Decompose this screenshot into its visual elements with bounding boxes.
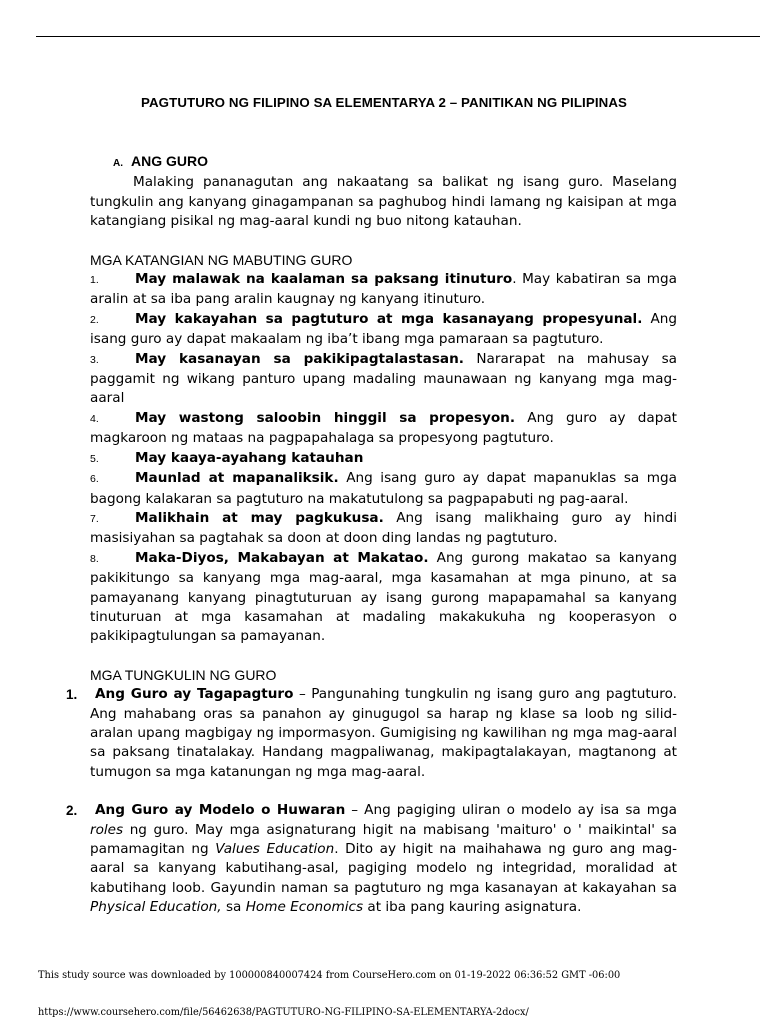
section-a-title: ANG GURO [131, 153, 208, 169]
document-body [66, 152, 677, 918]
quality-item-4: 4. May wastong saloobin hinggil sa propesyon. Ang guro ay dapat magkaroon ng mataas na pagpapahalaga sa propesyong pagtuturo. [90, 409, 677, 447]
document-title: PAGTUTURO NG FILIPINO SA ELEMENTARYA 2 – PANITIKAN NG PILIPINAS [140, 95, 627, 110]
quality-item-3: 3. May kasanayan sa pakikipagtalastasan. Nararapat na mahusay sa paggamit ng wikang panturo upang madaling maunawaan ng kanyang mga mag-aaral [90, 350, 677, 407]
section-a-paragraph: Malaking pananagutan ang nakaatang sa balikat ng isang guro. Maselang tungkulin ang kanyang ginagampanan sa paghubog hindi lamang ng kaisipan at mga katangiang pisikal ng mag-aaral kundi ng buo nitong katauhan. [90, 174, 677, 230]
quality-item-5: 5. May kaaya-ayahang katauhan [90, 449, 364, 466]
section-a-letter: A. [113, 158, 123, 169]
quality-item-6: 6. Maunlad at mapanaliksik. Ang isang guro ay dapat mapanuklas sa mga bagong kalakaran sa pagtuturo na makatutulong sa pagpapabuti ng pag-aaral. [90, 470, 677, 507]
quality-item-7: 7. Malikhain at may pagkukusa. Ang isang malikhaing guro ay hindi masisiyahan sa pagtahak sa doon at doon ding landas ng pagtuturo. [90, 509, 677, 547]
duty-item-1: 1. Ang Guro ay Tagapagturo – Pangunahing tungkulin ng isang guro ang pagtuturo. Ang mahabang oras sa panahon ay ginugugol sa harap ng klase sa loob ng silid-aralan upang magbigay ng impormasyon. Gumigising ng kawilihan ng mga mag-aaral sa paksang tinatalakay. Handang magpaliwanag, makipagtalakayan, magtanong at tumugon sa mga katanungan ng mga mag-aaral. [66, 686, 677, 780]
duty-item-2: 2. Ang Guro ay Modelo o Huwaran – Ang pagiging uliran o modelo ay isa sa mga roles ng guro. May mga asignaturang higit na mabisang 'maituro' o ' maikintal' sa pamamagitan ng Values Education. Dito ay higit na maihahawa ng guro ang mag-aaral sa kanyang kabutihang-asal, pagiging modelo ng integridad, moralidad at kabutihang loob. Gayundin naman sa pagtuturo ng mga kasanayan at kakayahan sa Physical Education, sa Home Economics at iba pang kauring asignatura. [66, 802, 677, 916]
source-url[interactable]: https://www.coursehero.com/file/56462638/PAGTUTURO-NG-FILIPINO-SA-ELEMENTARYA-2docx/ [38, 1007, 529, 1018]
top-rule [36, 36, 760, 37]
duties-heading: MGA TUNGKULIN NG GURO [90, 666, 277, 683]
download-note: This study source was downloaded by 100000840007424 from CourseHero.com on 01-19-2022 06:36:52 GMT -06:00 [38, 970, 621, 981]
quality-item-2: 2. May kakayahan sa pagtuturo at mga kasanayang propesyunal. Ang isang guro ay dapat makaalam ng iba’t ibang mga pamaraan sa pagtuturo. [90, 310, 677, 348]
qualities-heading: MGA KATANGIAN NG MABUTING GURO [90, 251, 353, 268]
quality-item-8: 8. Maka-Diyos, Makabayan at Makatao. Ang gurong makatao sa kanyang pakikitungo sa kanyang mga mag-aaral, mga kasamahan at mga pinuno, at sa pamayanang kanyang pinagtuturuan ay isang gurong mapapamahal sa kanyang tinuturuan at mga kasamahan at madaling makakukuha ng kooperasyon o pakikipagtulungan sa pamayanan. [90, 549, 677, 645]
quality-item-1: 1. May malawak na kaalaman sa paksang itinuturo. May kabatiran sa mga aralin at sa iba pang aralin kaugnay ng kanyang itinuturo. [90, 271, 677, 308]
section-a-heading [113, 152, 677, 173]
